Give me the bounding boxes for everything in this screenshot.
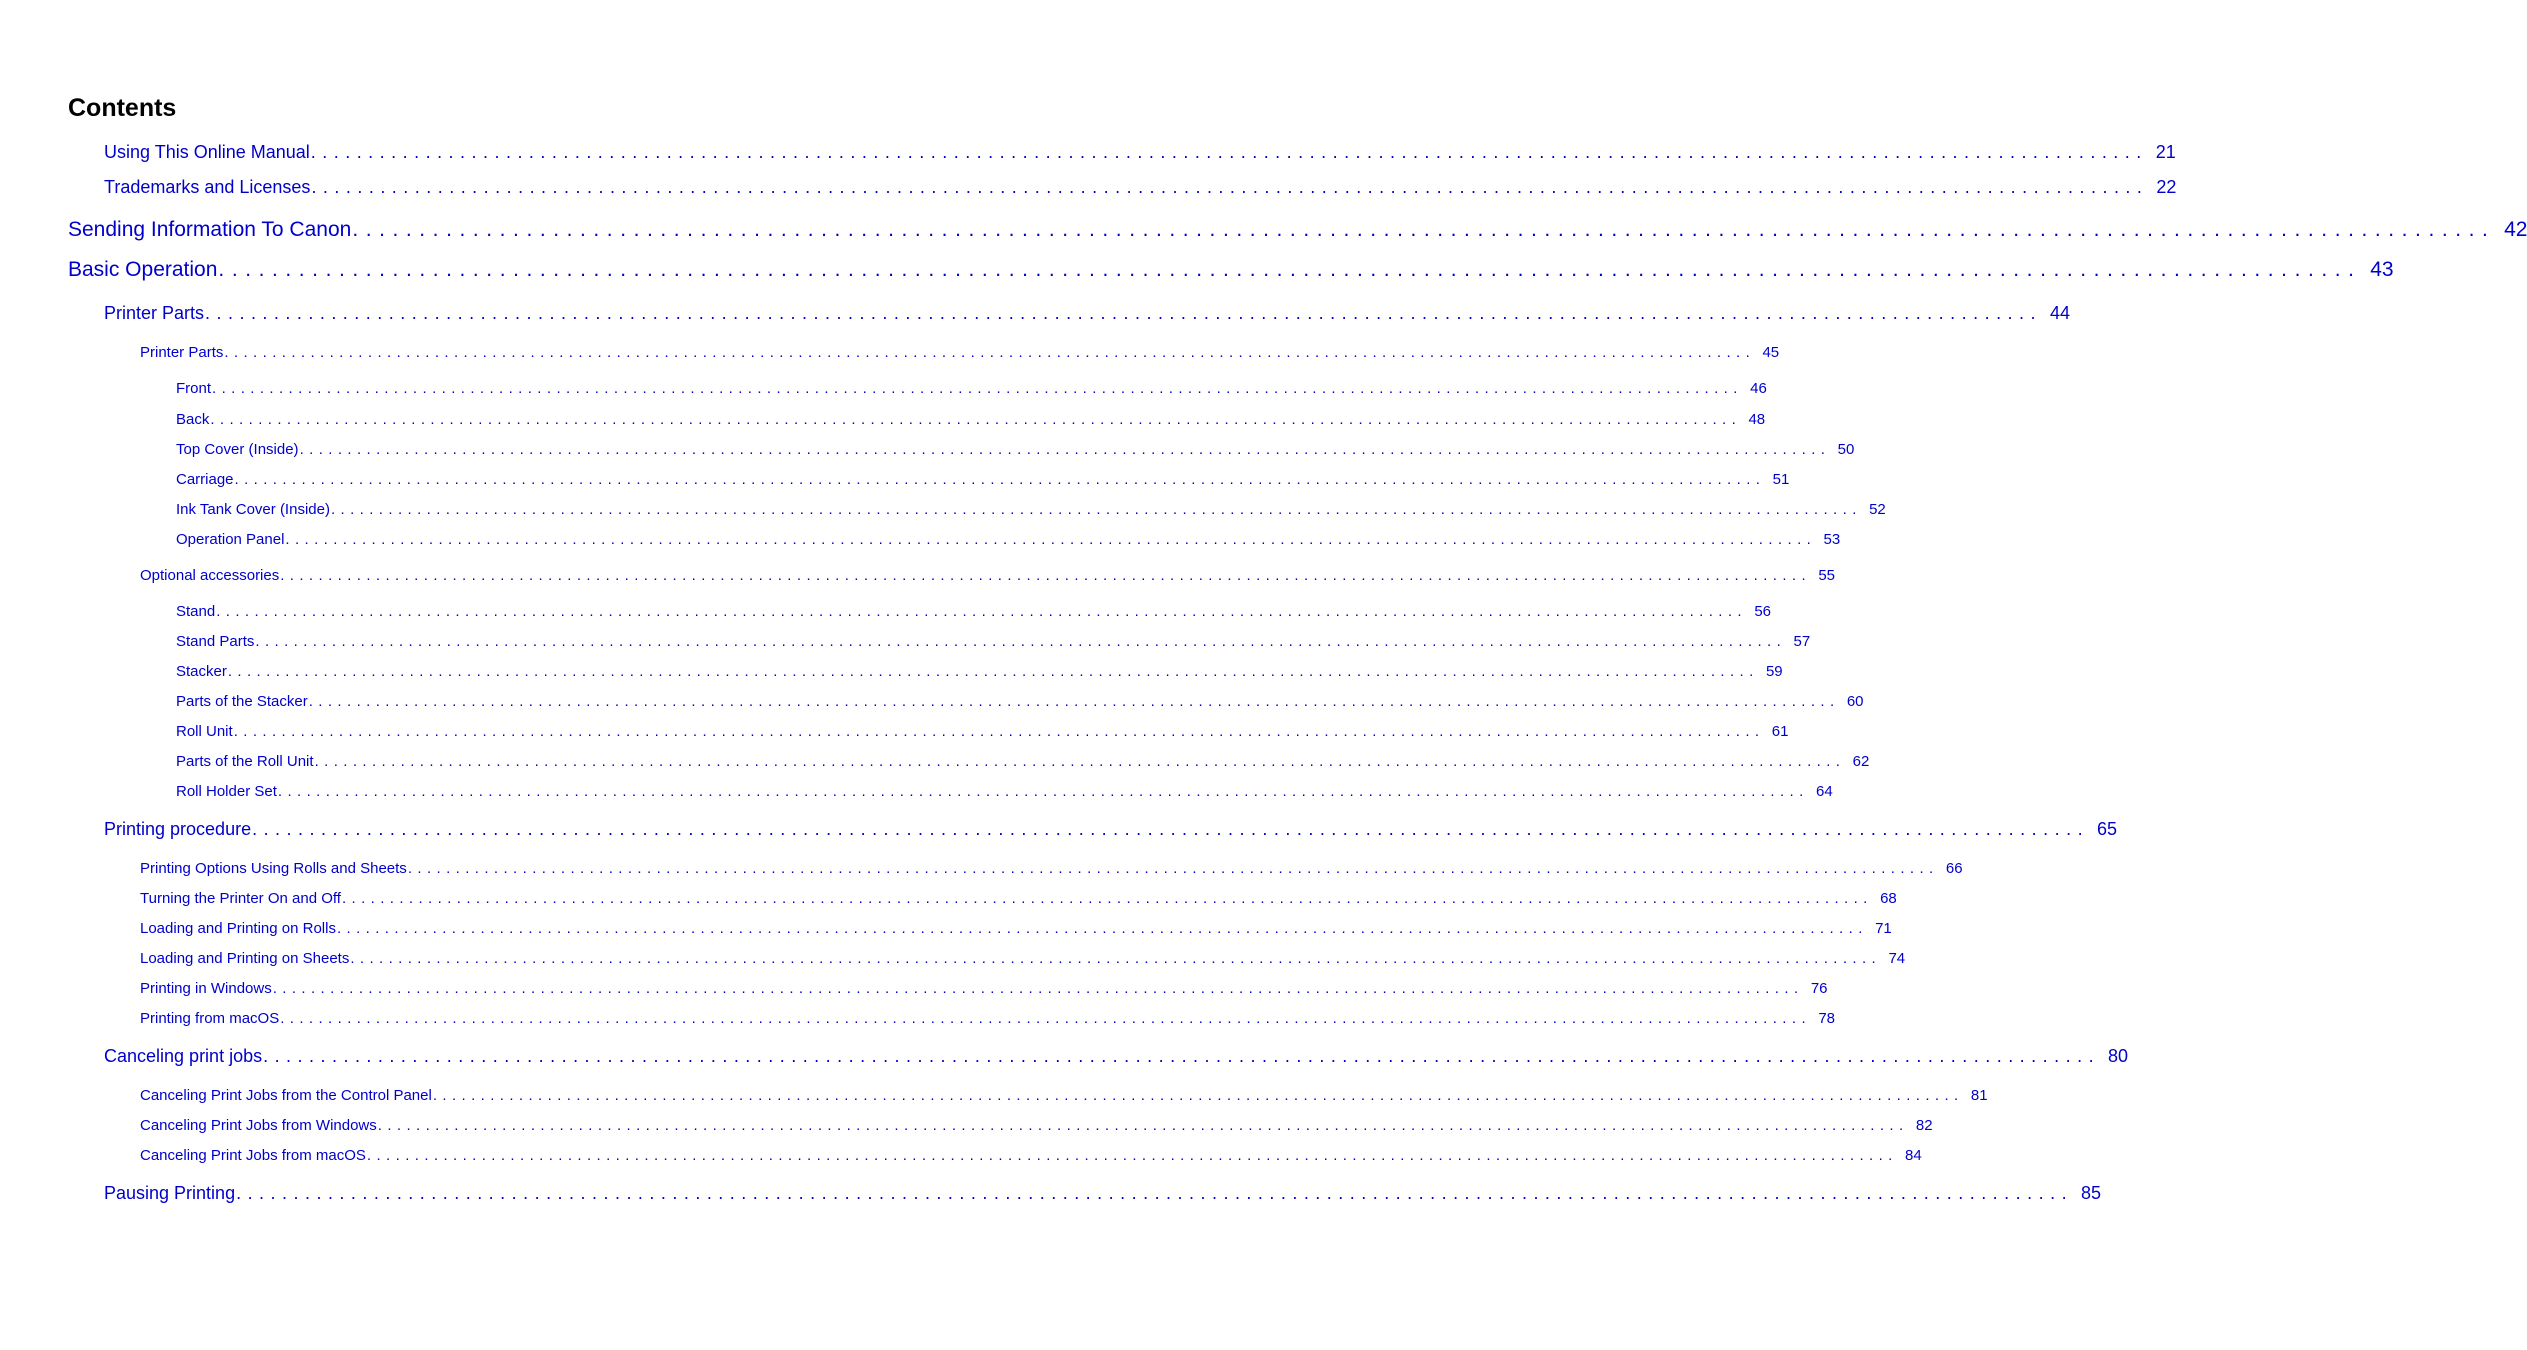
toc-entry-title: Printer Parts (140, 344, 224, 361)
dot-leader: ................................................................................................................................................................ (205, 303, 2042, 323)
dot-leader: ................................................................................................................................................................ (377, 1117, 1909, 1134)
dot-leader: ................................................................................................................................................................ (285, 531, 1817, 548)
toc-entry-title: Operation Panel (176, 531, 285, 548)
toc-entry-title: Printing Options Using Rolls and Sheets (140, 860, 407, 877)
toc-entry-front[interactable] (176, 380, 1767, 397)
toc-entry-page: 52 (1869, 501, 1886, 518)
toc-entry-optional-accessories[interactable] (140, 567, 1836, 584)
toc-entry-trademarks-and-licenses[interactable] (104, 177, 2177, 198)
toc-entry-page: 66 (1945, 860, 1963, 877)
toc-entry-page: 81 (1970, 1087, 1988, 1104)
toc-entry-title: Canceling Print Jobs from the Control Panel (140, 1087, 432, 1104)
toc-entry-title: Top Cover (Inside) (176, 441, 299, 458)
toc-entry-title: Printing in Windows (140, 980, 272, 997)
toc-entry-page: 21 (2155, 142, 2176, 162)
toc-entry-title: Carriage (176, 471, 234, 488)
toc-entry-title: Canceling Print Jobs from Windows (140, 1117, 377, 1134)
toc-entry-title: Sending Information To Canon (68, 218, 352, 241)
dot-leader: ................................................................................................................................................................ (280, 567, 1812, 584)
toc-entry-page: 50 (1837, 441, 1855, 458)
dot-leader: ................................................................................................................................................................ (299, 441, 1831, 458)
toc-entry-title: Printing procedure (104, 819, 252, 839)
toc-entry-title: Front (176, 380, 212, 397)
toc-entry-title: Loading and Printing on Sheets (140, 950, 350, 967)
toc-entry-page: 65 (2097, 819, 2118, 839)
dot-leader: ................................................................................................................................................................ (277, 783, 1809, 800)
toc-entry-page: 51 (1772, 471, 1790, 488)
toc-entry-title: Canceling print jobs (104, 1046, 263, 1066)
toc-entry-page: 61 (1771, 723, 1789, 740)
toc-entry-back[interactable] (176, 411, 1766, 428)
dot-leader: ................................................................................................................................................................ (330, 501, 1862, 518)
toc-entry-title: Pausing Printing (104, 1183, 236, 1203)
dot-leader: ................................................................................................................................................................ (255, 633, 1787, 650)
toc-entry-title: Optional accessories (140, 567, 280, 584)
toc-entry-title: Turning the Printer On and Off (140, 890, 341, 907)
toc-entry-page: 55 (1818, 567, 1836, 584)
toc-entry-title: Canceling Print Jobs from macOS (140, 1147, 366, 1164)
toc-entry-stand[interactable] (176, 603, 1771, 620)
toc-entry-printing-in-windows[interactable] (140, 980, 1828, 997)
toc-entry-title: Stand (176, 603, 216, 620)
dot-leader: ................................................................................................................................................................ (308, 693, 1840, 710)
toc-entry-ink-tank-cover-inside[interactable] (176, 501, 1886, 518)
toc-entry-page: 84 (1905, 1147, 1922, 1164)
toc-entry-operation-panel[interactable] (176, 531, 1841, 548)
toc-entry-stacker[interactable] (176, 663, 1783, 680)
dot-leader: ................................................................................................................................................................ (311, 177, 2149, 197)
toc-entry-printing-options-rolls-sheets[interactable] (140, 860, 1963, 877)
toc-entry-page: 53 (1823, 531, 1841, 548)
dot-leader: ................................................................................................................................................................ (314, 753, 1846, 770)
page-title: Contents (68, 94, 177, 122)
toc-entry-carriage[interactable] (176, 471, 1790, 488)
toc-entry-title: Parts of the Roll Unit (176, 753, 314, 770)
toc-entry-page: 78 (1818, 1010, 1836, 1027)
dot-leader: ................................................................................................................................................................ (218, 258, 2362, 281)
toc-entry-canceling-from-control-panel[interactable] (140, 1087, 1988, 1104)
toc-entry-page: 45 (1762, 344, 1780, 361)
toc-entry-title: Loading and Printing on Rolls (140, 920, 336, 937)
dot-leader: ................................................................................................................................................................ (212, 380, 1743, 397)
toc-entry-canceling-from-windows[interactable] (140, 1117, 1933, 1134)
toc-entry-pausing-printing[interactable] (104, 1183, 2102, 1204)
dot-leader: ................................................................................................................................................................ (210, 411, 1742, 428)
toc-entry-page: 85 (2081, 1183, 2102, 1203)
toc-entry-page: 56 (1754, 603, 1771, 620)
toc-entry-printing-from-macos[interactable] (140, 1010, 1836, 1027)
toc-entry-loading-printing-sheets[interactable] (140, 950, 1906, 967)
dot-leader: ................................................................................................................................................................ (280, 1010, 1812, 1027)
toc-entry-canceling-print-jobs[interactable] (104, 1046, 2129, 1067)
dot-leader: ................................................................................................................................................................ (227, 663, 1759, 680)
dot-leader: ................................................................................................................................................................ (350, 950, 1882, 967)
toc-entry-title: Using This Online Manual (104, 142, 310, 162)
toc-entry-page: 43 (2370, 258, 2394, 281)
dot-leader: ................................................................................................................................................................ (310, 142, 2148, 162)
toc-entry-sending-information-to-canon[interactable] (68, 218, 2527, 242)
dot-leader: ................................................................................................................................................................ (341, 890, 1873, 907)
toc-entry-page: 64 (1816, 783, 1833, 800)
toc-entry-title: Roll Unit (176, 723, 233, 740)
toc-entry-page: 80 (2108, 1046, 2129, 1066)
toc-entry-printer-parts-sub[interactable] (140, 344, 1780, 361)
toc-entry-page: 22 (2156, 177, 2177, 197)
toc-entry-title: Stand Parts (176, 633, 255, 650)
toc-entry-title: Stacker (176, 663, 227, 680)
toc-entry-canceling-from-macos[interactable] (140, 1147, 1922, 1164)
toc-entry-page: 46 (1750, 380, 1767, 397)
toc-entry-title: Back (176, 411, 210, 428)
toc-entry-title: Parts of the Stacker (176, 693, 308, 710)
toc-entry-printing-procedure[interactable] (104, 819, 2118, 840)
toc-entry-turning-printer-on-off[interactable] (140, 890, 1897, 907)
dot-leader: ................................................................................................................................................................ (407, 860, 1939, 877)
toc-entry-top-cover-inside[interactable] (176, 441, 1855, 458)
toc-entry-page: 60 (1846, 693, 1864, 710)
dot-leader: ................................................................................................................................................................ (224, 344, 1756, 361)
toc-entry-page: 76 (1810, 980, 1828, 997)
toc-entry-parts-of-the-stacker[interactable] (176, 693, 1864, 710)
toc-entry-stand-parts[interactable] (176, 633, 1811, 650)
dot-leader: ................................................................................................................................................................ (236, 1183, 2074, 1203)
toc-entry-title: Roll Holder Set (176, 783, 277, 800)
toc-entry-title: Printing from macOS (140, 1010, 280, 1027)
toc-entry-page: 71 (1875, 920, 1892, 937)
toc-entry-page: 59 (1765, 663, 1783, 680)
toc-entry-title: Basic Operation (68, 258, 218, 281)
dot-leader: ................................................................................................................................................................ (272, 980, 1804, 997)
toc-entry-title: Printer Parts (104, 303, 205, 323)
toc-entry-page: 48 (1748, 411, 1766, 428)
toc-entry-page: 62 (1852, 753, 1870, 770)
toc-entry-page: 42 (2504, 218, 2527, 241)
toc-entry-title: Ink Tank Cover (Inside) (176, 501, 330, 518)
dot-leader: ................................................................................................................................................................ (366, 1147, 1898, 1164)
dot-leader: ................................................................................................................................................................ (336, 920, 1868, 937)
toc-entry-roll-unit[interactable] (176, 723, 1789, 740)
dot-leader: ................................................................................................................................................................ (234, 471, 1766, 488)
dot-leader: ................................................................................................................................................................ (263, 1046, 2101, 1066)
toc-entry-page: 44 (2049, 303, 2070, 323)
toc-entry-title: Trademarks and Licenses (104, 177, 311, 197)
toc-entry-using-this-online-manual[interactable] (104, 142, 2176, 163)
dot-leader: ................................................................................................................................................................ (252, 819, 2090, 839)
dot-leader: ................................................................................................................................................................ (352, 218, 2496, 241)
toc-entry-page: 68 (1880, 890, 1897, 907)
toc-entry-page: 74 (1888, 950, 1906, 967)
toc-entry-parts-of-the-roll-unit[interactable] (176, 753, 1870, 770)
dot-leader: ................................................................................................................................................................ (233, 723, 1765, 740)
dot-leader: ................................................................................................................................................................ (216, 603, 1747, 620)
dot-leader: ................................................................................................................................................................ (432, 1087, 1964, 1104)
toc-entry-loading-printing-rolls[interactable] (140, 920, 1892, 937)
toc-entry-printer-parts[interactable] (104, 303, 2070, 324)
toc-entry-roll-holder-set[interactable] (176, 783, 1833, 800)
toc-entry-page: 57 (1793, 633, 1811, 650)
toc-entry-page: 82 (1915, 1117, 1933, 1134)
toc-entry-basic-operation[interactable] (68, 258, 2394, 282)
